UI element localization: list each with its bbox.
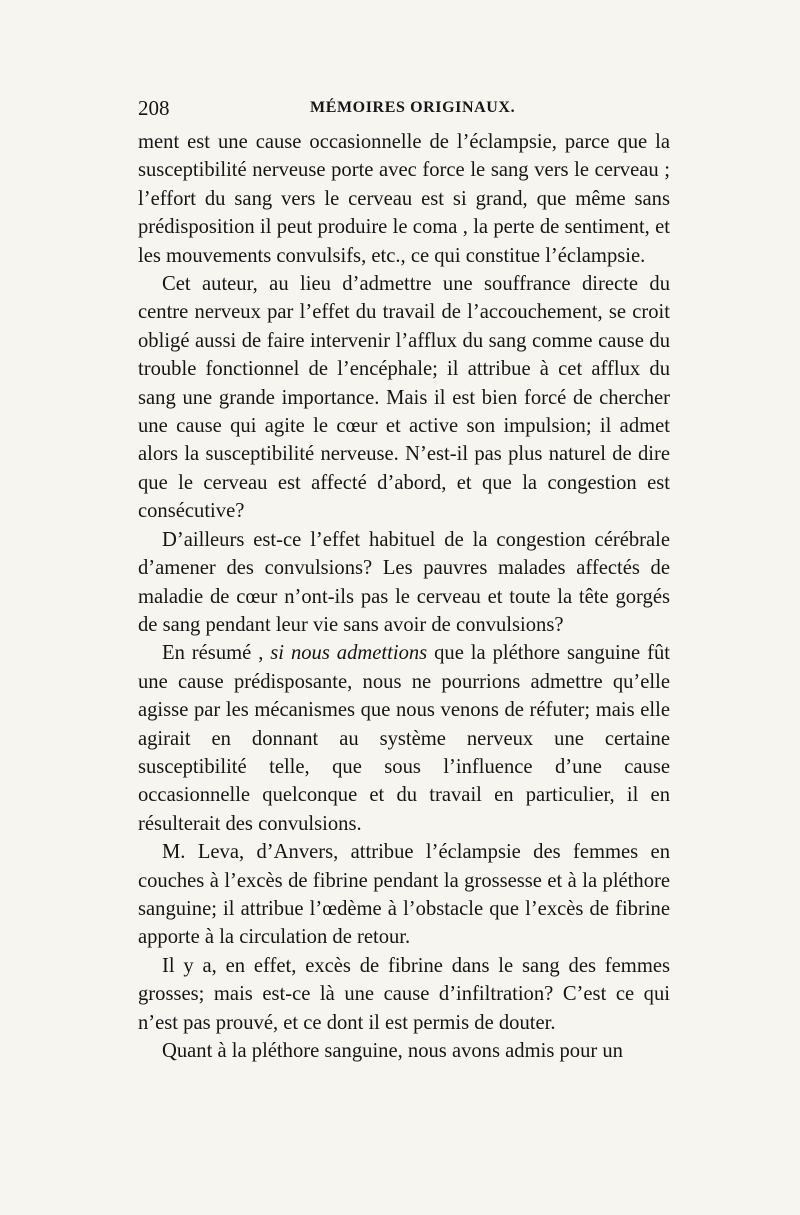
paragraph-1: ment est une cause occasionnelle de l’éclampsie, parce que la susceptibilité nerveuse porte avec force le sang vers le cerveau ; l’effort du sang vers le cerveau est si grand, que même sans prédisposition il peut produire le coma , la perte de sentiment, et les mouvements convulsifs, etc., ce qui constitue l’éclampsie.: [138, 131, 670, 267]
paragraph-5: M. Leva, d’Anvers, attribue l’éclampsie des femmes en couches à l’excès de fibrine pendant la grossesse et à la pléthore sanguine; il attribue l’œdème à l’obstacle que l’excès de fibrine apporte à la circulation de retour.: [138, 841, 670, 949]
paragraph-3: D’ailleurs est-ce l’effet habituel de la congestion cérébrale d’amener des convulsions? Les pauvres malades affectés de maladie de cœur n’ont-ils pas le cerveau et toute la tête gorgés de sang pendant leur vie sans avoir de convulsions?: [138, 528, 670, 636]
paragraph-4-end: que la pléthore sanguine fût une cause prédisposante, nous ne pourrions admettre qu’elle agisse par les mécanismes que nous venons de réfuter; mais elle agirait en donnant au système nerveux une certaine susceptibilité telle, que sous l’influence d’une cause occasionnelle quelconque et du travail en particulier, il en résulterait des convulsions.: [138, 642, 670, 835]
paragraph-4: [138, 639, 670, 838]
document-page: [138, 94, 670, 1065]
page-number: 208: [138, 96, 170, 120]
paragraph-6: Il y a, en effet, excès de fibrine dans le sang des femmes grosses; mais est-ce là une cause d’infiltration? C’est ce qui n’est pas prouvé, et ce dont il est permis de douter.: [138, 954, 670, 1034]
paragraph-4-start: En résumé ,: [162, 642, 271, 665]
italic-phrase: si nous admettions: [270, 642, 428, 665]
paragraph-7: Quant à la pléthore sanguine, nous avons admis pour un: [162, 1040, 623, 1062]
page-header: [138, 94, 670, 128]
running-title: MÉMOIRES ORIGINAUX.: [310, 99, 516, 116]
paragraph-2: Cet auteur, au lieu d’admettre une souffrance directe du centre nerveux par l’effet du travail de l’accouchement, se croit obligé aussi de faire intervenir l’afflux du sang comme cause du trouble fonctionnel de l’encéphale; il attribue à cet afflux du sang une grande importance. Mais il est bien forcé de chercher une cause qui agite le cœur et active son impulsion; il admet alors la susceptibilité nerveuse. N’est-il pas plus naturel de dire que le cerveau est affecté d’abord, et que la congestion est consécutive?: [138, 273, 670, 523]
